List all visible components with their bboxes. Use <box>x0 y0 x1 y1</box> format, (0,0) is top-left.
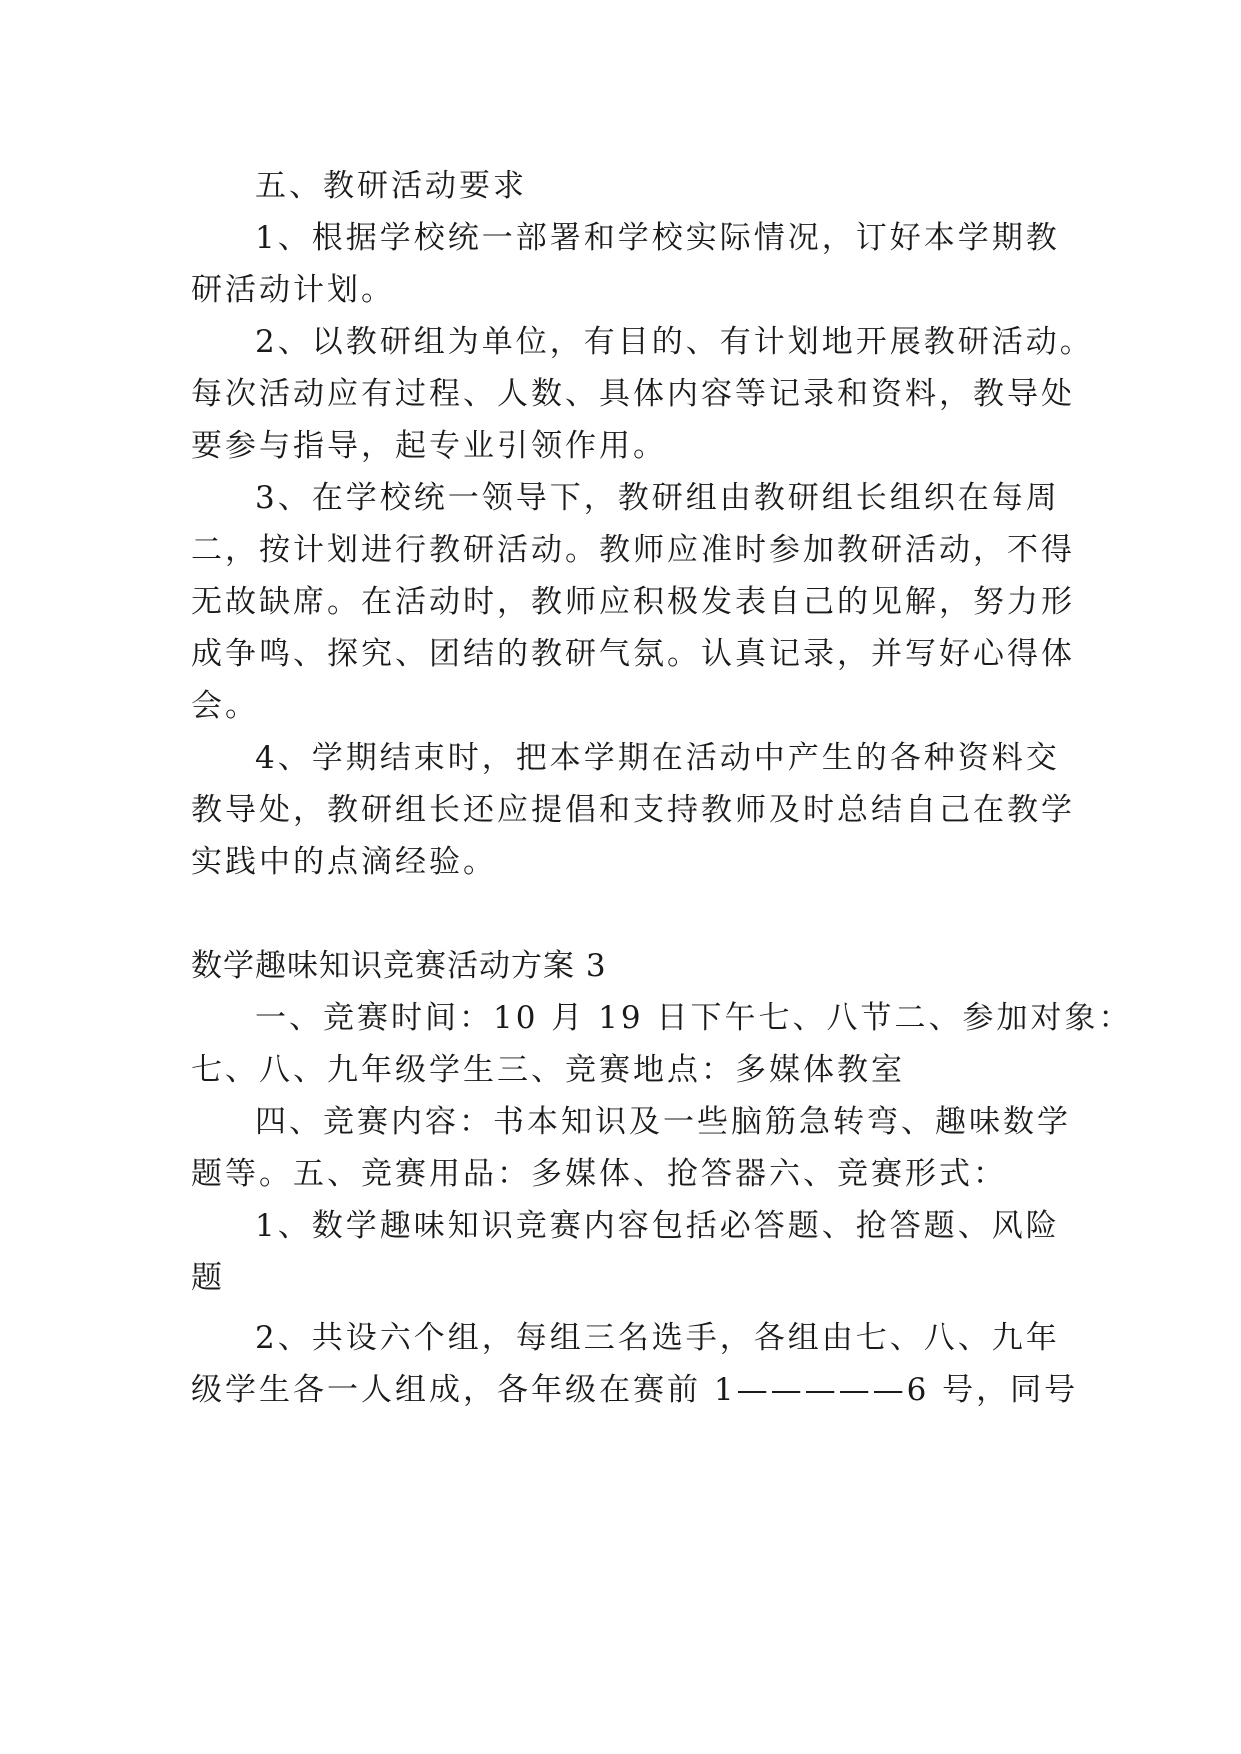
paragraph-line: 成争鸣、探究、团结的教研气氛。认真记录，并写好心得体 <box>191 636 1075 672</box>
paragraph-line: 二，按计划进行教研活动。教师应准时参加教研活动，不得 <box>191 532 1075 568</box>
paragraph-line: 1、数学趣味知识竞赛内容包括必答题、抢答题、风险 <box>255 1208 1060 1244</box>
paragraph-line: 2、以教研组为单位，有目的、有计划地开展教研活动。 <box>255 324 1094 360</box>
paragraph-line: 实践中的点滴经验。 <box>191 844 497 880</box>
paragraph-line: 级学生各一人组成，各年级在赛前 1—————6 号，同号 <box>191 1372 1079 1408</box>
paragraph-line: 七、八、九年级学生三、竞赛地点：多媒体教室 <box>191 1052 905 1088</box>
paragraph-line: 每次活动应有过程、人数、具体内容等记录和资料，教导处 <box>191 376 1075 412</box>
section-title: 数学趣味知识竞赛活动方案 3 <box>191 948 607 984</box>
paragraph-line: 题 <box>191 1260 225 1296</box>
paragraph-line: 题等。五、竞赛用品：多媒体、抢答器六、竞赛形式： <box>191 1156 1007 1192</box>
section-heading: 五、教研活动要求 <box>255 168 527 204</box>
paragraph-line: 四、竞赛内容：书本知识及一些脑筋急转弯、趣味数学 <box>255 1104 1071 1140</box>
paragraph-line: 2、共设六个组，每组三名选手，各组由七、八、九年 <box>255 1320 1060 1356</box>
paragraph-line: 研活动计划。 <box>191 272 395 308</box>
paragraph-line: 会。 <box>191 688 259 724</box>
paragraph-line: 4、学期结束时，把本学期在活动中产生的各种资料交 <box>255 740 1060 776</box>
paragraph-line: 教导处，教研组长还应提倡和支持教师及时总结自己在教学 <box>191 792 1075 828</box>
paragraph-line: 无故缺席。在活动时，教师应积极发表自己的见解，努力形 <box>191 584 1075 620</box>
paragraph-line: 一、竞赛时间：10 月 19 日下午七、八节二、参加对象： <box>255 1000 1133 1036</box>
paragraph-line: 3、在学校统一领导下，教研组由教研组长组织在每周 <box>255 480 1060 516</box>
paragraph-line: 要参与指导，起专业引领作用。 <box>191 428 667 464</box>
paragraph-line: 1、根据学校统一部署和学校实际情况，订好本学期教 <box>255 220 1060 256</box>
